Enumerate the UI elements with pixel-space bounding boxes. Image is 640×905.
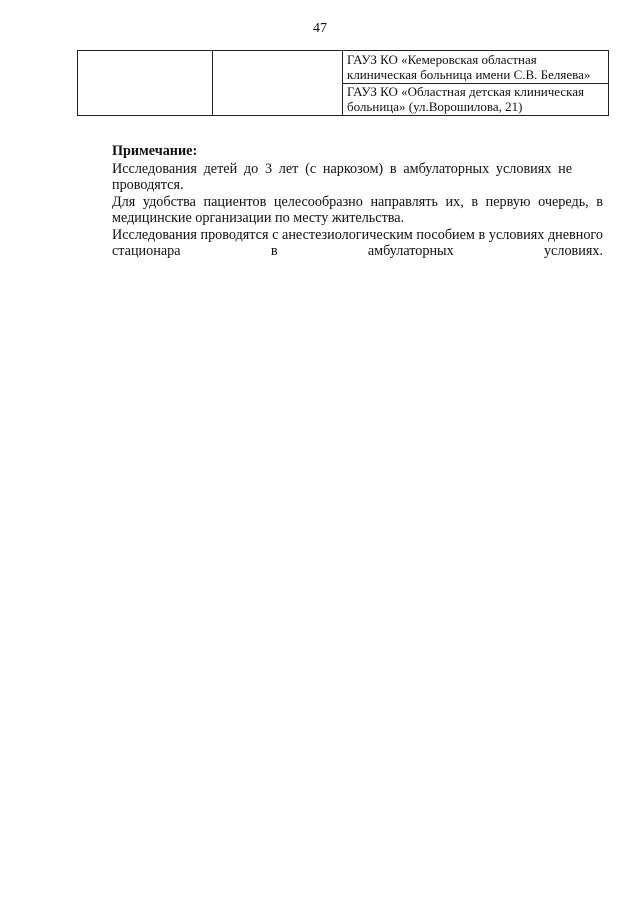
note-section (112, 143, 603, 260)
table-cell-organization: ГАУЗ КО «Кемеровская областная клиническая больница имени С.В. Беляева» (347, 52, 591, 82)
note-paragraph: Исследования проводятся с анестезиологическим пособием в условиях дневного стационара в амбулаторных условиях. (112, 226, 603, 259)
note-paragraph: Для удобства пациентов целесообразно направлять их, в первую очередь, в медицинские организации по месту жительства. (112, 193, 603, 226)
organizations-table (77, 50, 609, 116)
table-cell-organization: ГАУЗ КО «Областная детская клиническая больница» (ул.Ворошилова, 21) (347, 84, 585, 114)
note-title: Примечание: (112, 143, 198, 159)
page-number: 47 (313, 21, 327, 36)
note-paragraph: Исследования детей до 3 лет (с наркозом) в амбулаторных условиях не проводятся. (112, 160, 572, 193)
table-column-divider (212, 50, 213, 116)
